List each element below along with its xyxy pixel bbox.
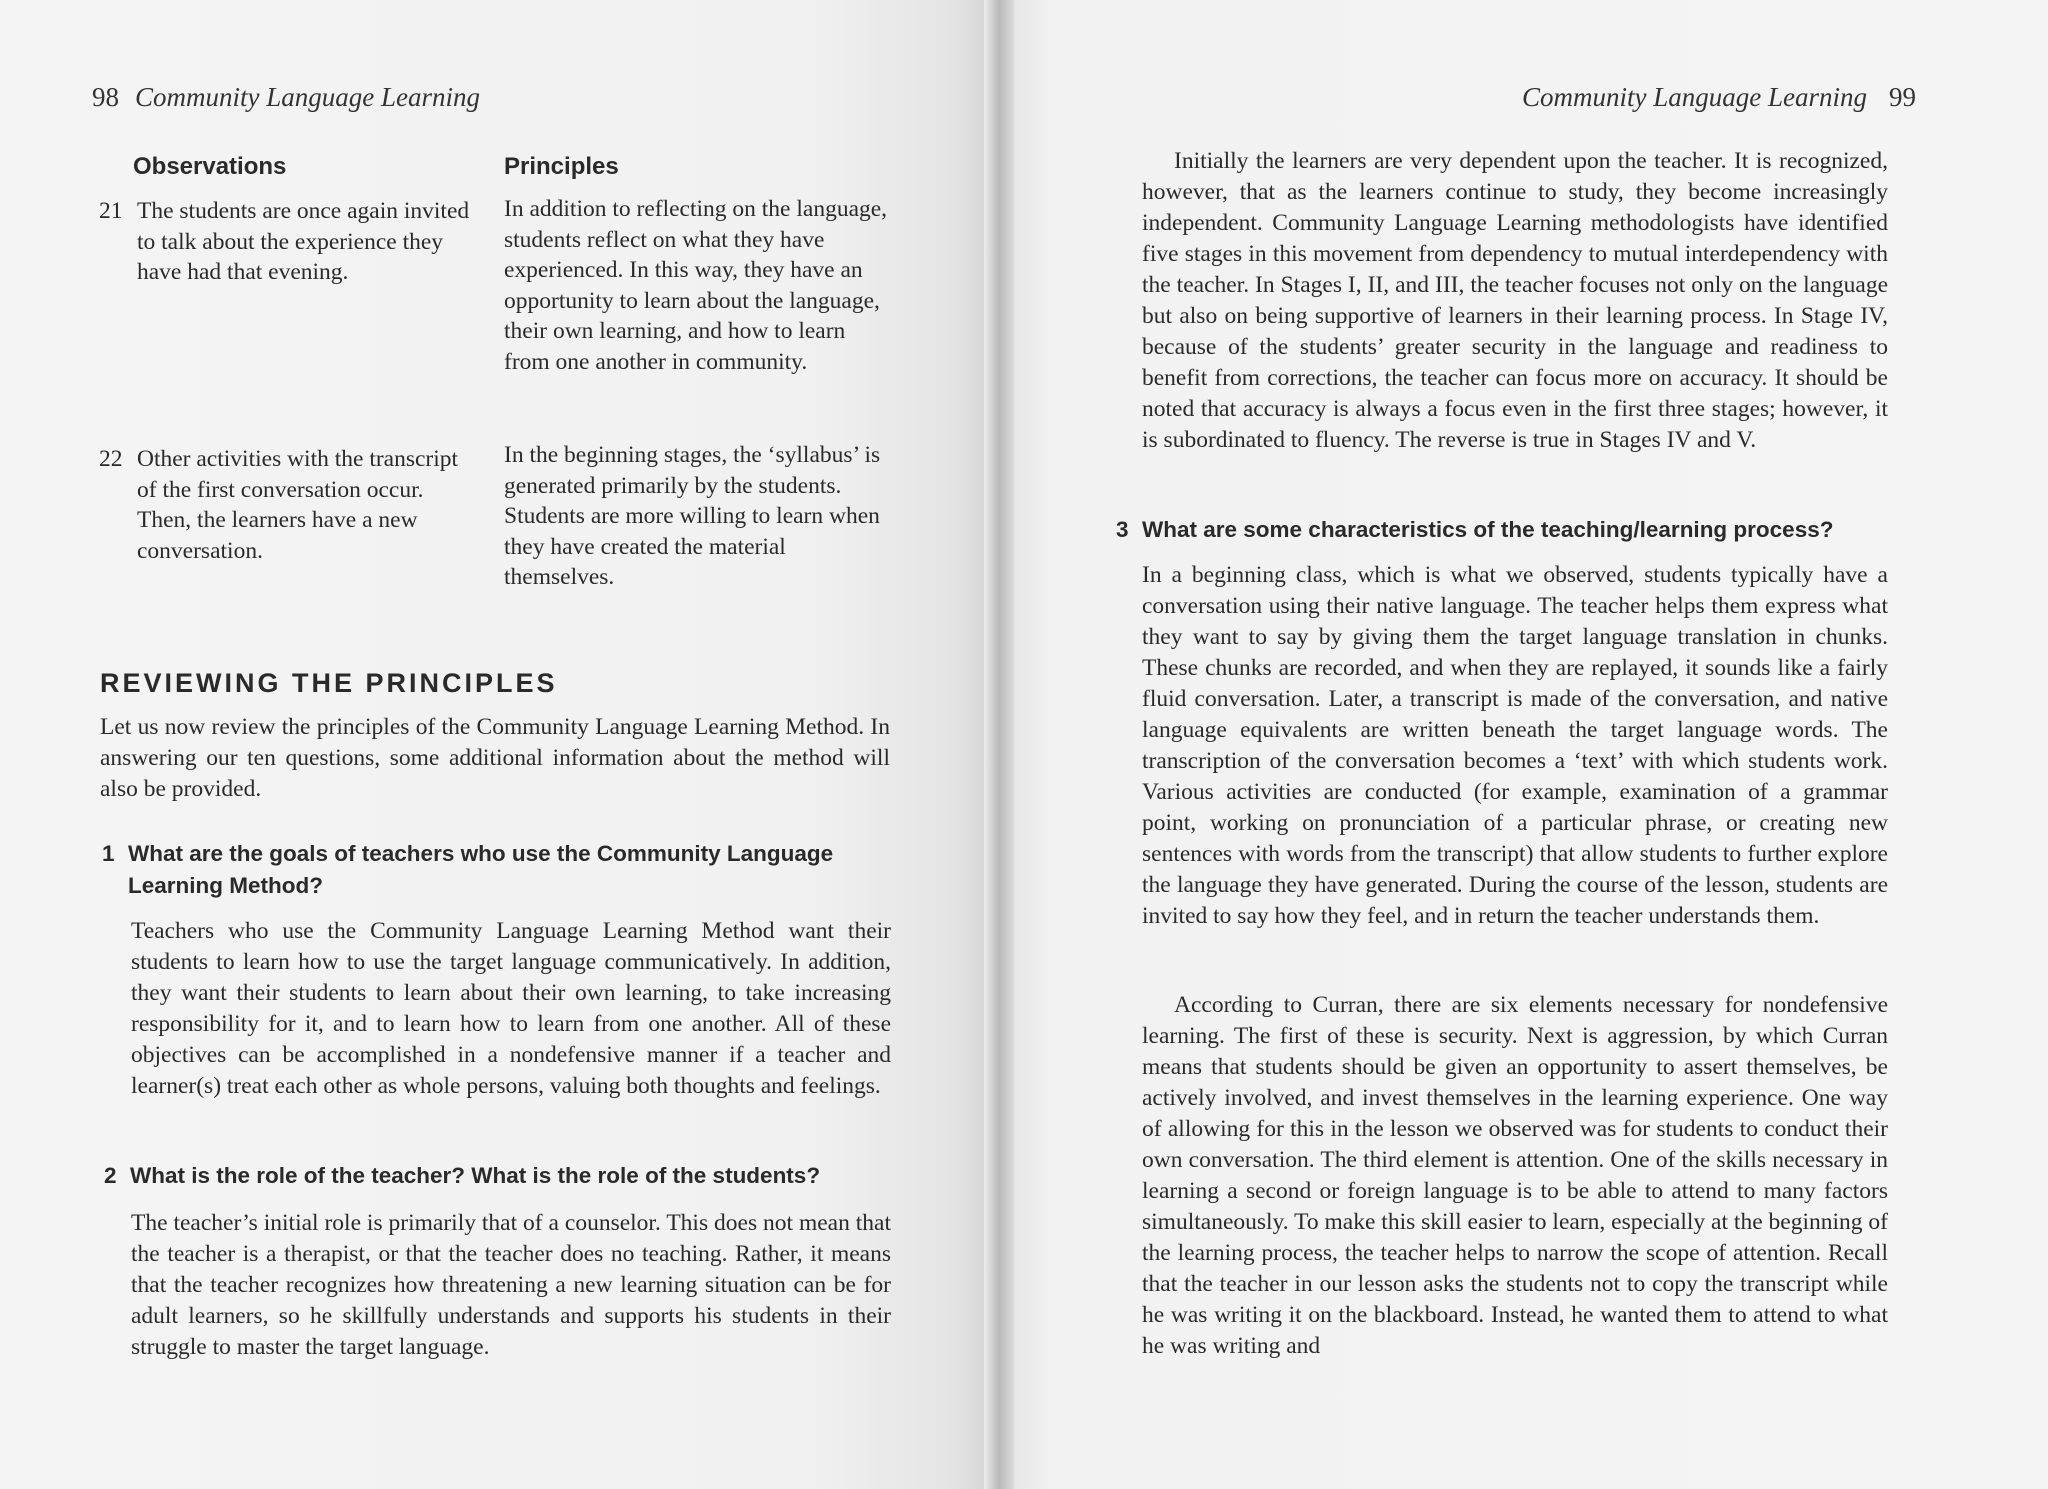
observation-22: [99, 444, 467, 566]
intro-paragraph: Let us now review the principles of the Community Language Learning Method. In answering our ten questions, some additional information about the method will also be provided.: [100, 714, 890, 802]
answer-1: Teachers who use the Community Language Learning Method want their students to learn how to use the target language communicatively. In addition, they want their students to learn about their own learning, to take increasing responsibility for it, and to learn how to learn from one another. All of these objectives can be accomplished in a nondefensive manner if a teacher and learner(s) treat each other as whole persons, valuing both thoughts and feelings.: [131, 918, 891, 1099]
row-number: 21: [99, 198, 123, 224]
question-text: What are the goals of teachers who use the Community Language Learning Method?: [128, 841, 834, 898]
initial-paragraph: Initially the learners are very dependent upon the teacher. It is recognized, however, that as the learners continue to study, they become increasingly independent. Community Language Learning methodologists have identified five stages in this movement from dependency to mutual interdependency with the teacher. In Stages I, II, and III, the teacher focuses not only on the language but also on being supportive of learners in their learning process. In Stage IV, because of the students’ greater security in the language and readiness to benefit from corrections, the teacher can focus more on accuracy. It should be noted that accuracy is always a focus even in the first three stages; however, it is subordinated to fluency. The reverse is true in Stages IV and V.: [1142, 148, 1888, 453]
question-number: 2: [104, 1163, 117, 1188]
question-text: What are some characteristics of the teaching/learning process?: [1142, 517, 1834, 542]
right-page: [990, 0, 2048, 1489]
observation-21: [99, 196, 477, 288]
right-running-title: Community Language Learning: [1521, 82, 1867, 112]
question-number: 1: [102, 841, 115, 866]
principle-22: [504, 440, 894, 593]
right-running-head: [1522, 82, 1916, 113]
answer-3-paragraph-2: According to Curran, there are six elements necessary for nondefensive learning. The first of these is security. Next is aggression, by which Curran means that students should be given an opportunity to assert themselves, be actively involved, and invest themselves in the learning experience. One way of allowing for this in the lesson we observed was for students to conduct their own conversation. The third element is attention. One of the skills necessary in learning a second or foreign language is to be able to attend to many factors simultaneously. To make this skill easier to learn, especially at the beginning of the learning process, the teacher helps to narrow the scope of attention. Recall that the teacher in our lesson asks the students not to copy the transcript while he was writing it on the blackboard. Instead, he wanted them to attend to what he was writing and: [1142, 992, 1888, 1359]
principle-text: In the beginning stages, the ‘syllabus’ is generated primarily by the students. Students are more willing to learn when they have created the material themselves.: [504, 442, 881, 591]
question-1: [102, 838, 868, 902]
observation-text: The students are once again invited to talk about the experience they have had that evening.: [137, 198, 470, 286]
right-page-number: 99: [1889, 82, 1916, 112]
principle-21: [504, 194, 894, 378]
principle-text: In addition to reflecting on the language, students reflect on what they have experienced. In this way, they have an opportunity to learn about the language, their own learning, and how to learn from one another in community.: [504, 196, 888, 375]
answer-3-paragraph-1: In a beginning class, which is what we observed, students typically have a conversation using their native language. The teacher helps them express what they want to say by giving them the target language translation in chunks. These chunks are recorded, and when they are replayed, it sounds like a fairly fluid conversation. Later, a transcript is made of the conversation, and native language equivalents are written beneath the target language words. The transcription of the conversation becomes a ‘text’ with which students work. Various activities are conducted (for example, examination of a grammar point, working on pronunciation of a particular phrase, or creating new sentences with words from the transcript) that allow students to further explore the language they have generated. During the course of the lesson, students are invited to say how they feel, and in return the teacher understands them.: [1142, 562, 1888, 929]
observation-text: Other activities with the transcript of the first conversation occur. Then, the learners have a new conversation.: [137, 446, 459, 564]
left-running-head: [92, 82, 480, 113]
section-title: REVIEWING THE PRINCIPLES: [100, 668, 558, 698]
left-running-title: Community Language Learning: [135, 82, 481, 112]
question-3: [1116, 514, 1888, 546]
left-page-number: 98: [92, 82, 119, 112]
question-2: [104, 1160, 890, 1192]
observations-header: Observations: [133, 153, 287, 180]
left-page: [0, 0, 1004, 1489]
principles-header: Principles: [504, 153, 619, 180]
question-text: What is the role of the teacher? What is the role of the students?: [130, 1163, 821, 1188]
answer-2: The teacher’s initial role is primarily that of a counselor. This does not mean that the teacher is a therapist, or that the teacher does no teaching. Rather, it means that the teacher recognizes how threatening a new learning situation can be for adult learners, so he skillfully understands and supports his students in their struggle to master the target language.: [131, 1210, 891, 1360]
question-number: 3: [1116, 517, 1129, 542]
row-number: 22: [99, 446, 123, 472]
book-gutter: [984, 0, 1014, 1489]
